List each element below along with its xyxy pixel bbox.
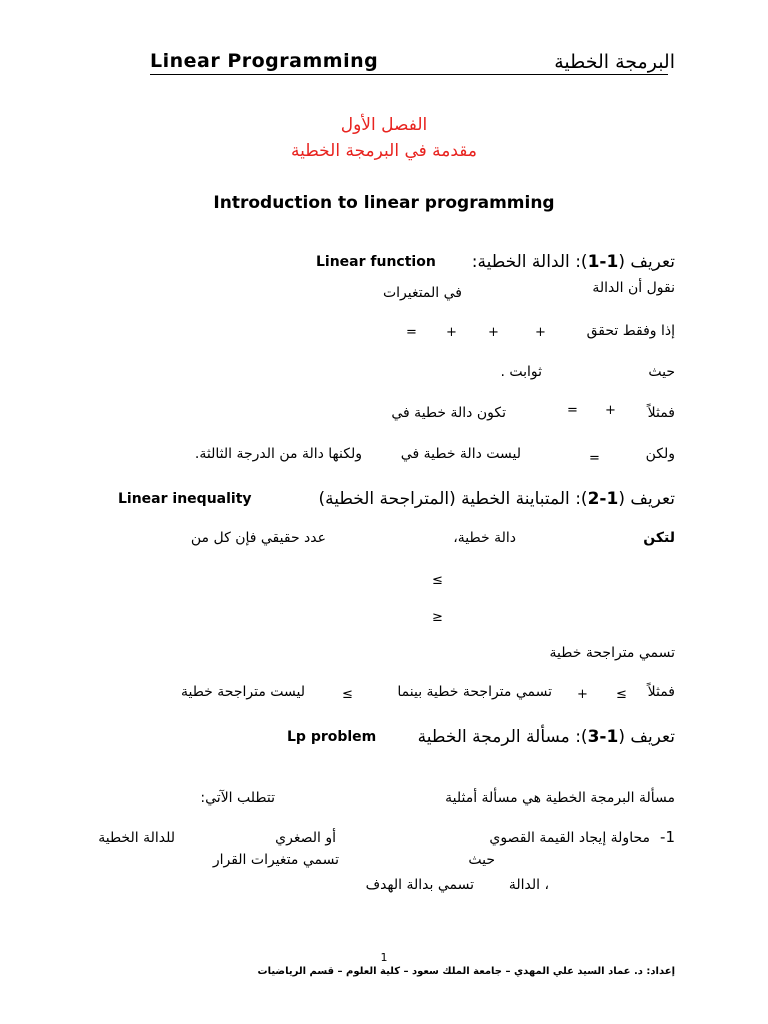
def-label-end: ): (575, 727, 588, 747)
def3-item1-d: حيث (468, 852, 495, 868)
def1-line3b: ثوابت . (500, 364, 542, 380)
def3-line1a: مسألة البرمجة الخطية هي مسألة أمثلية (445, 790, 675, 806)
def-title-ar: الدالة الخطية: (471, 252, 570, 272)
def3-item1-g: تسمي بدالة الهدف (365, 877, 474, 893)
less-equal-symbol: ≤ (432, 573, 443, 588)
def2-line3c: ليست متراجحة خطية (180, 684, 305, 700)
def2-line1c: عدد حقيقي فإن كل من (190, 530, 326, 546)
header-underline (150, 74, 668, 75)
op-equals: = (589, 451, 600, 466)
op-plus: + (577, 687, 588, 702)
less-equal-symbol: ≤ (616, 687, 627, 702)
def-label: تعريف ( (618, 489, 675, 509)
def1-line3a: حيث (648, 364, 675, 380)
greater-equal-symbol: ≥ (432, 610, 443, 625)
definition-1-2-title-en: Linear inequality (118, 491, 252, 507)
def-number: 1-2 (587, 489, 619, 509)
def1-line5b: ليست دالة خطية في (400, 446, 521, 462)
chapter-number: الفصل الأول (340, 115, 428, 135)
def1-line4a: فمثلاً (647, 405, 675, 421)
page-number: 1 (380, 951, 388, 964)
def-label-end: ): (575, 252, 588, 272)
def2-line3a: فمثلاً (647, 684, 675, 700)
definition-1-3-heading (418, 727, 675, 747)
def3-item1-b: أو الصغري (275, 830, 336, 846)
def2-line1a: لتكن (643, 530, 675, 546)
def1-line5a: ولكن (645, 446, 675, 462)
op-plus: + (446, 325, 457, 340)
def-number: 1-3 (587, 727, 619, 747)
definition-1-2-heading (318, 489, 675, 509)
def1-line4b: تكون دالة خطية في (391, 405, 506, 421)
header-title-en: Linear Programming (150, 50, 379, 72)
def-label-end: ): (575, 489, 588, 509)
definition-1-1-heading (472, 252, 675, 272)
def3-item1-number: 1- (660, 828, 675, 846)
less-equal-symbol: ≤ (342, 687, 353, 702)
def-label: تعريف ( (618, 252, 675, 272)
def3-line1b: تتطلب الآتي: (200, 790, 275, 806)
def1-line5c: ولكنها دالة من الدرجة الثالثة. (194, 446, 362, 462)
intro-heading: Introduction to linear programming (213, 193, 555, 213)
def1-line1b: في المتغيرات (382, 285, 462, 301)
definition-1-1-title-en: Linear function (316, 254, 436, 270)
chapter-title: مقدمة في البرمجة الخطية (290, 141, 478, 161)
header-title-ar: البرمجة الخطية (554, 51, 675, 73)
footer-credit: إعداد: د. عماد السيد علي المهدي – جامعة الملك سعود – كلية العلوم – قسم الرياضيات (257, 966, 675, 977)
op-equals: = (567, 403, 578, 418)
op-plus: + (605, 403, 616, 418)
op-equals: = (406, 325, 417, 340)
def-number: 1-1 (587, 252, 619, 272)
def2-line2: تسمي متراجحة خطية (549, 645, 675, 661)
def-title-ar: المتباينة الخطية (المتراجحة الخطية) (318, 489, 570, 509)
def3-item1-e: تسمي متغيرات القرار (212, 852, 339, 868)
def2-line1b: دالة خطية، (453, 530, 516, 546)
op-plus: + (488, 325, 499, 340)
definition-1-3-title-en: Lp problem (287, 729, 377, 745)
def2-line3b: تسمي متراجحة خطية بينما (397, 684, 552, 700)
def3-item1-a: محاولة إيجاد القيمة القصوي (489, 830, 650, 846)
def-label: تعريف ( (618, 727, 675, 747)
def-title-ar: مسألة الرمجة الخطية (417, 727, 570, 747)
def3-item1-f: ، الدالة (508, 877, 549, 893)
def3-item1-c: للدالة الخطية (98, 830, 175, 846)
op-plus: + (535, 325, 546, 340)
def1-line2: إذا وفقط تحقق (586, 323, 675, 339)
def1-line1: نقول أن الدالة (592, 280, 675, 296)
